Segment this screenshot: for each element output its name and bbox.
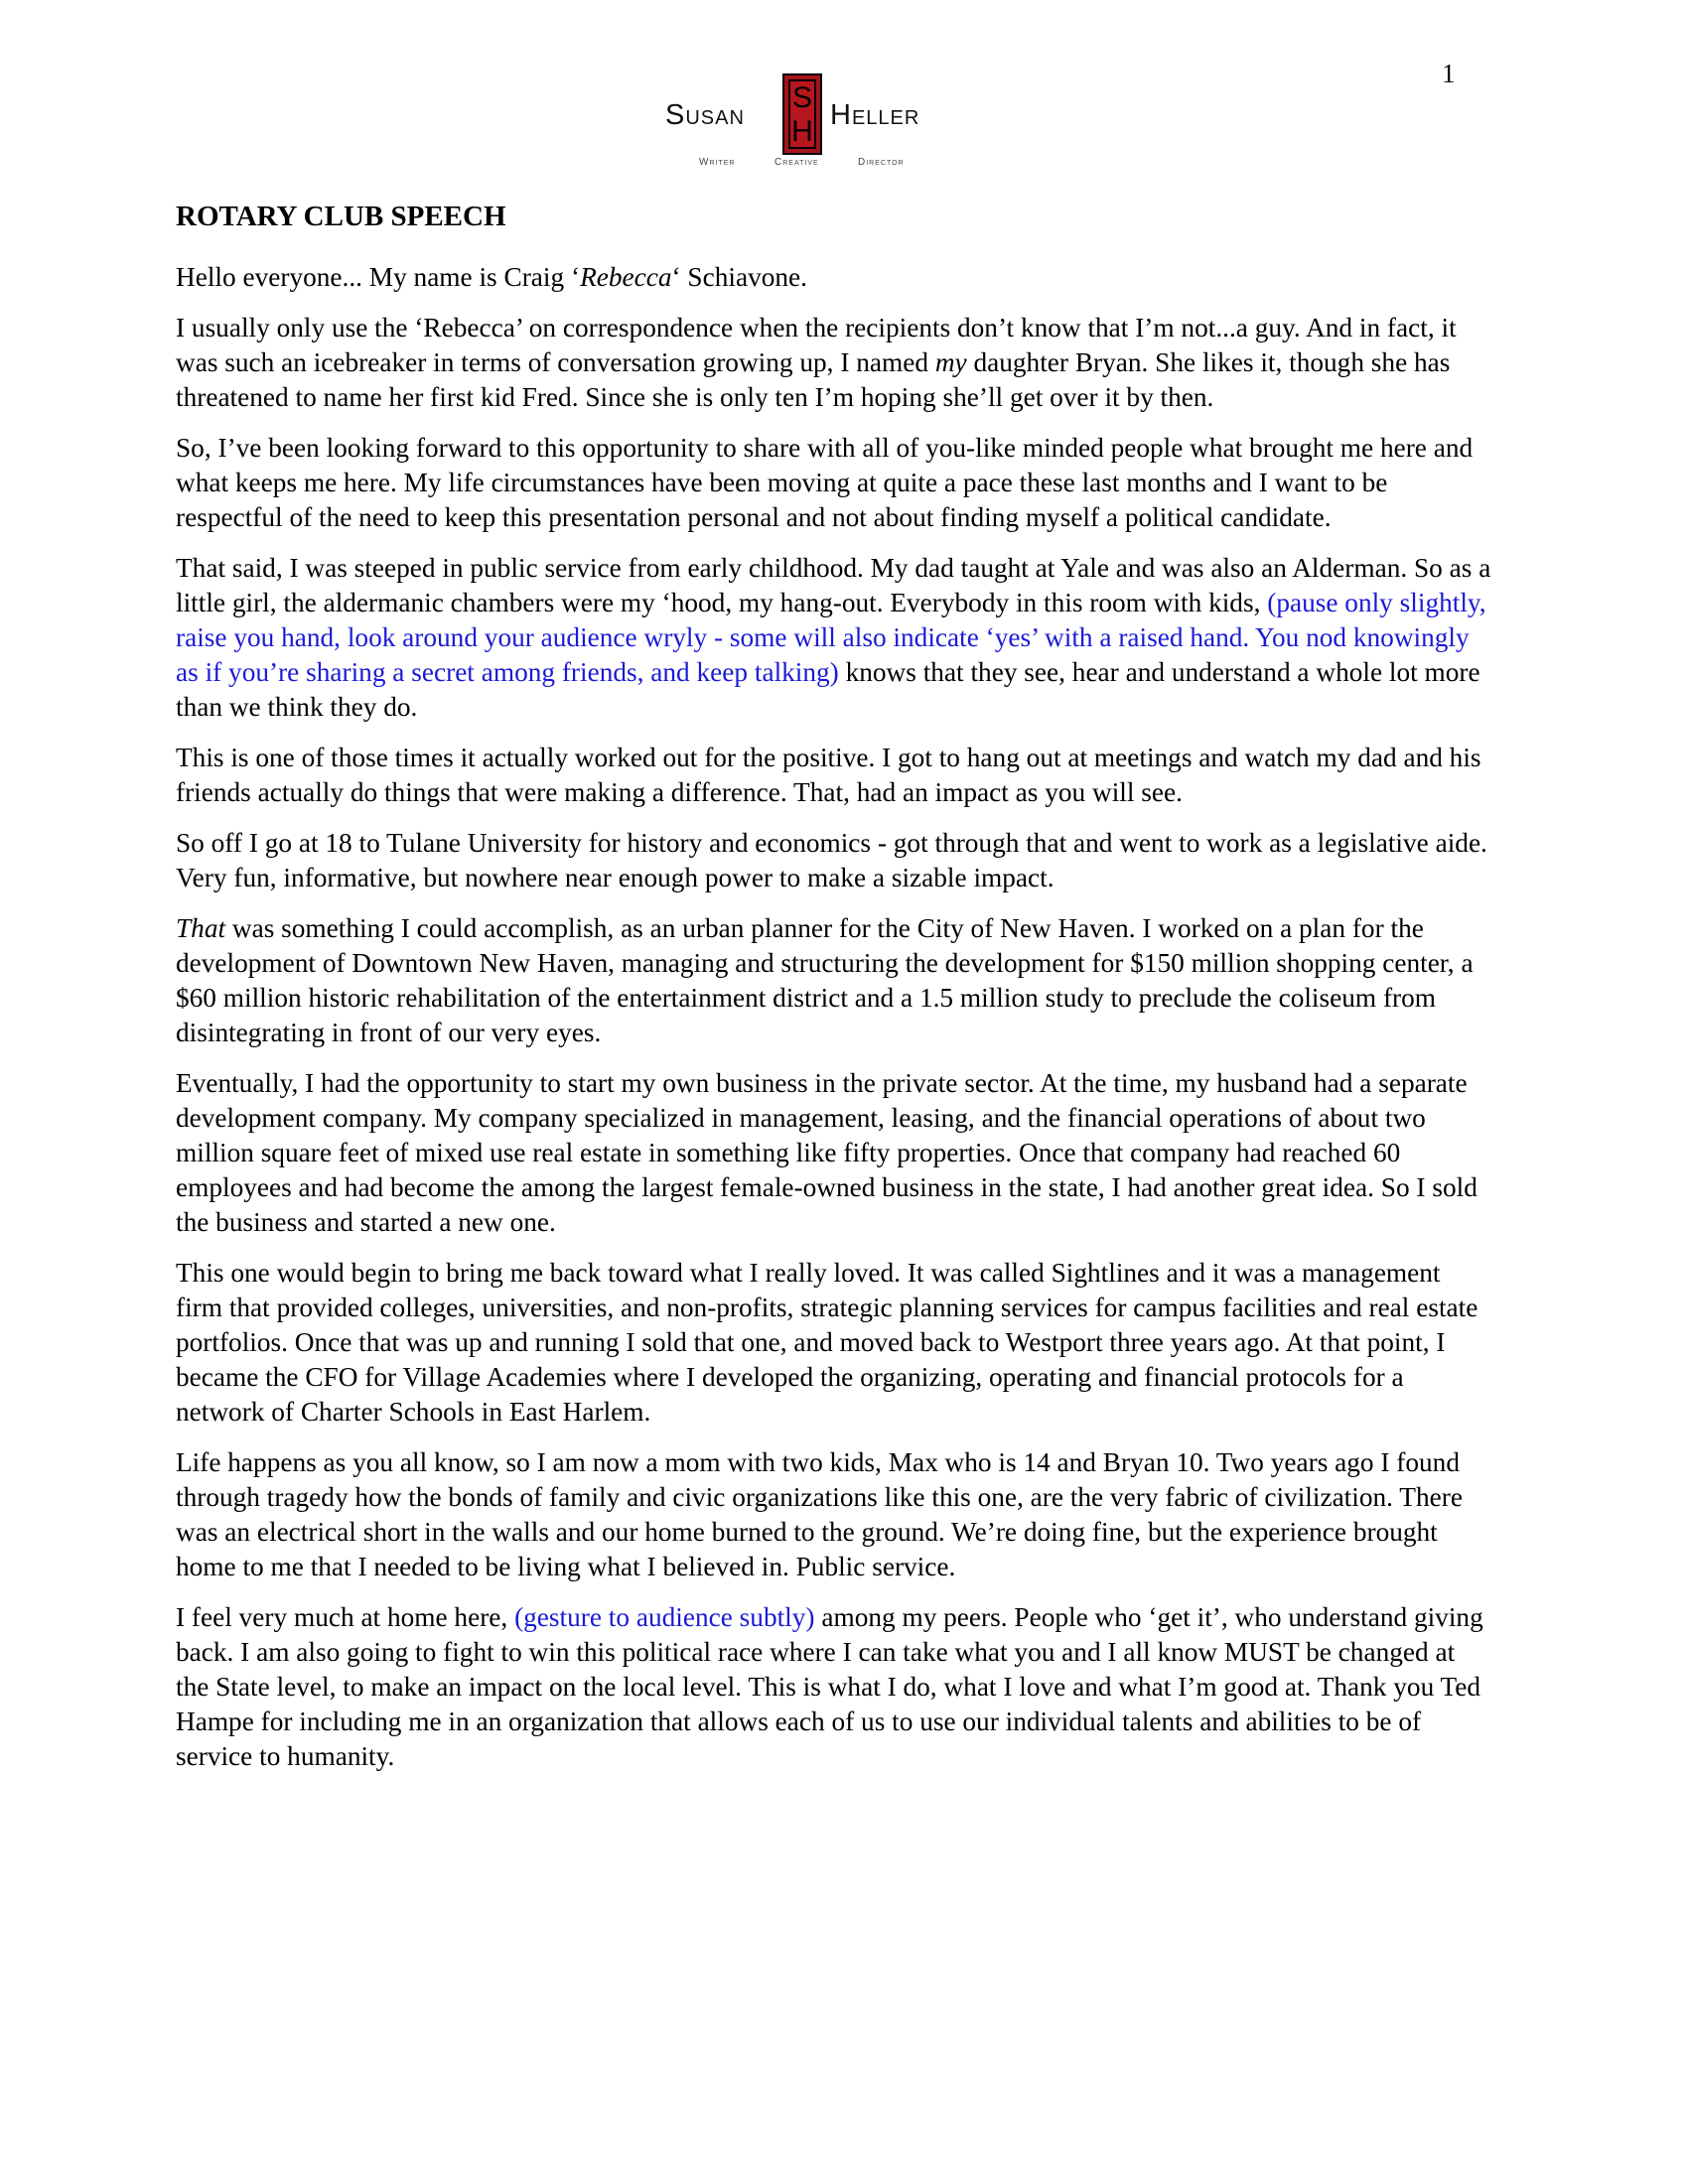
paragraph-text: I usually only use the ‘Rebecca’ on correspondence when the recipients don’t know that I’m not...a guy. And in fact, it was such an icebreaker in terms of conversation growing up, I named: [176, 313, 1457, 377]
logo-tag-director: Director: [858, 157, 905, 168]
speech-body: [176, 199, 1492, 1790]
logo-monogram-inner: [788, 79, 816, 149]
logo-tag-creative: Creative: [774, 157, 819, 168]
paragraph-text: among my peers. People who ‘get it’, who understand giving back. I am also going to fight to win this political race where I can take what you and I all know MUST be changed at the State level, to make an impact on the local level. This is what I do, what I love and what I’m good at. Thank you Ted Hampe for including me in an organization that allows each of us to use our individual talents and abilities to be of service to humanity.: [176, 1602, 1483, 1771]
logo-word-heller: Heller: [830, 99, 920, 131]
susan-heller-logo: [655, 71, 953, 171]
paragraph-text: That said, I was steeped in public service from early childhood. My dad taught at Yale and was also an Alderman. So as a little girl, the aldermanic chambers were my ‘hood, my hang-out. Everybody in this room with kids,: [176, 553, 1491, 617]
logo-tag-writer: Writer: [699, 157, 736, 168]
paragraph-text: Hello everyone... My name is Craig ‘: [176, 262, 581, 292]
paragraph-sightlines: This one would begin to bring me back toward what I really loved. It was called Sightlines and it was a management firm that provided colleges, universities, and non-profits, strategic planning services for campus facilities and real estate portfolios. Once that was up and running I sold that one, and moved back to Westport three years ago. At that point, I became the CFO for Village Academies where I developed the organizing, operating and financial protocols for a network of Charter Schools in East Harlem.: [176, 1258, 1478, 1427]
page-number: 1: [1442, 59, 1456, 88]
paragraph-opportunity: So, I’ve been looking forward to this opportunity to share with all of you-like minded people what brought me here and what keeps me here. My life circumstances have been moving at quite a pace these last months and I want to be respectful of the need to keep this presentation personal and not about finding myself a political candidate.: [176, 433, 1474, 532]
page-title: ROTARY CLUB SPEECH: [176, 201, 506, 232]
paragraph-text: was something I could accomplish, as an urban planner for the City of New Haven. I worked on a plan for the development of Downtown New Haven, managing and structuring the development for $150 million shopping center, a $60 million historic rehabilitation of the entertainment district and a 1.5 million study to preclude the coliseum from disintegrating in front of our very eyes.: [176, 913, 1474, 1047]
paragraph-life-happens: Life happens as you all know, so I am now a mom with two kids, Max who is 14 and Bryan 10. Two years ago I found through tragedy how the bonds of family and civic organizations like this one, are the very fabric of civilization. There was an electrical short in the walls and our home burned to the ground. We’re doing fine, but the experience brought home to me that I needed to be living what I believed in. Public service.: [176, 1447, 1463, 1581]
italic-name: Rebecca: [580, 262, 672, 292]
italic-emphasis: my: [934, 347, 967, 377]
logo-monogram-box: [782, 73, 822, 155]
paragraph-tulane: So off I go at 18 to Tulane University for history and economics - got through that and went to work as a legislative aide. Very fun, informative, but nowhere near enough power to make a sizable impact.: [176, 828, 1487, 892]
paragraph-text: daughter Bryan. She likes it, though she has threatened to name her first kid Fred. Since she is only ten I’m hoping she’ll get over it by then.: [176, 347, 1451, 412]
italic-emphasis: That: [176, 913, 226, 943]
logo-letter-s: S: [791, 81, 812, 114]
paragraph-business: Eventually, I had the opportunity to start my own business in the private sector. At the time, my husband had a separate development company. My company specialized in management, leasing, and the financial operations of about two million square feet of mixed use real estate in something like fifty properties. Once that company had reached 60 employees and had become the among the largest female-owned business in the state, I had another great idea. So I sold the business and started a new one.: [176, 1068, 1477, 1237]
paragraph-text: I feel very much at home here,: [176, 1602, 515, 1632]
paragraph-urban-planner: [176, 911, 1492, 1050]
paragraph-name-story: [176, 311, 1492, 415]
logo-letter-h: H: [791, 115, 813, 148]
logo-word-susan: Susan: [665, 99, 745, 131]
paragraph-greeting: [176, 260, 1492, 295]
stage-direction: (pause only slightly, raise you hand, look around your audience wryly - some will also indicate ‘yes’ with a raised hand. You nod knowingly as if you’re sharing a secret among friends, and keep talking): [176, 588, 1486, 687]
paragraph-closing: [176, 1600, 1492, 1774]
paragraph-meetings: This is one of those times it actually worked out for the positive. I got to hang out at meetings and watch my dad and his friends actually do things that were making a difference. That, had an impact as you will see.: [176, 743, 1481, 807]
paragraph-childhood: [176, 551, 1492, 725]
stage-direction: (gesture to audience subtly): [514, 1602, 815, 1632]
paragraph-text: knows that they see, hear and understand a whole lot more than we think they do.: [176, 657, 1480, 722]
paragraph-text: ‘ Schiavone.: [671, 262, 807, 292]
